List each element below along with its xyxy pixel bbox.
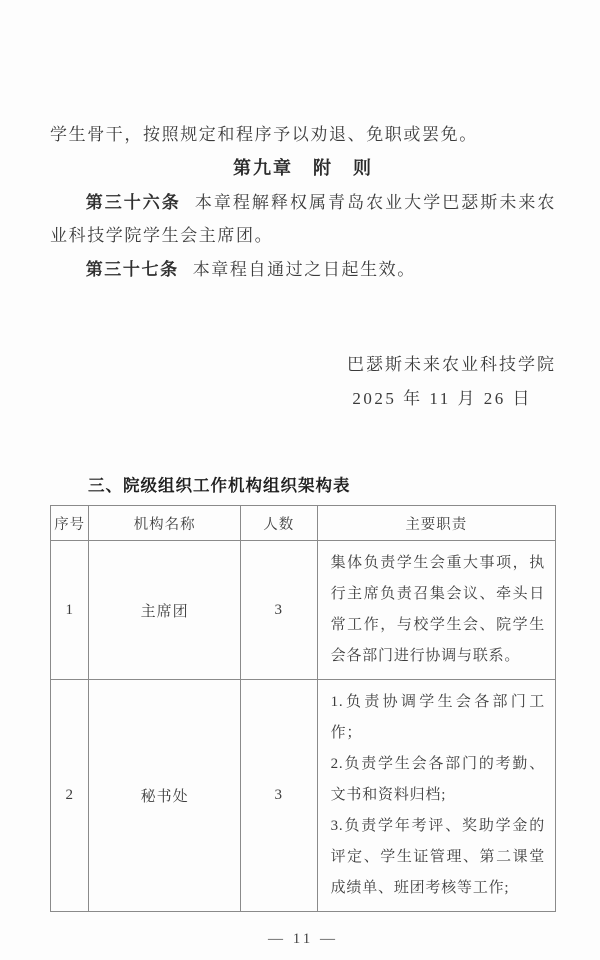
duty-item: 集体负责学生会重大事项，执行主席负责召集会议、牵头日常工作，与校学生会、院学生会各部门进行协调与联系。	[330, 555, 545, 664]
cell-row-index: 2	[51, 680, 89, 912]
header-cell-count: 人数	[240, 506, 317, 541]
cell-row-index: 1	[51, 541, 89, 680]
cell-duties	[317, 541, 555, 680]
section-heading: 三、院级组织工作机构组织架构表	[88, 477, 351, 495]
article-36	[50, 186, 556, 252]
cell-count: 3	[240, 541, 317, 680]
cell-org-name: 秘书处	[89, 680, 241, 912]
cell-duties	[317, 680, 555, 912]
duty-item: 3.负责学年考评、奖助学金的评定、学生证管理、第二课堂成绩单、班团考核等工作;	[330, 818, 545, 896]
header-cell-duties: 主要职责	[317, 506, 555, 541]
signature-date: 2025 年 11 月 26 日	[352, 389, 532, 408]
signature-org: 巴瑟斯未来农业科技学院	[347, 355, 556, 374]
article-37	[50, 253, 556, 286]
cell-org-name: 主席团	[89, 541, 241, 680]
article-37-text: 本章程自通过之日起生效。	[192, 260, 416, 279]
article-36-text: 本章程解释权属青岛农业大学巴瑟斯未来农业科技学院学生会主席团。	[50, 193, 556, 245]
org-structure-table	[50, 505, 556, 912]
duty-item: 2.负责学生会各部门的考勤、文书和资料归档;	[330, 756, 545, 803]
table-row	[51, 541, 556, 680]
table-row	[51, 680, 556, 912]
table-header-row	[51, 506, 556, 541]
cell-count: 3	[240, 680, 317, 912]
article-36-label: 第三十六条	[85, 193, 181, 212]
chapter-heading: 第九章 附 则	[233, 158, 373, 178]
duty-item: 1.负责协调学生会各部门工作；	[330, 694, 545, 741]
page-number: — 11 —	[268, 931, 338, 947]
article-37-label: 第三十七条	[85, 260, 179, 279]
paragraph-continuation: 学生骨干，按照规定和程序予以劝退、免职或罢免。	[50, 125, 478, 144]
header-cell-index: 序号	[51, 506, 89, 541]
signature-block	[50, 348, 556, 416]
header-cell-org-name: 机构名称	[89, 506, 241, 541]
